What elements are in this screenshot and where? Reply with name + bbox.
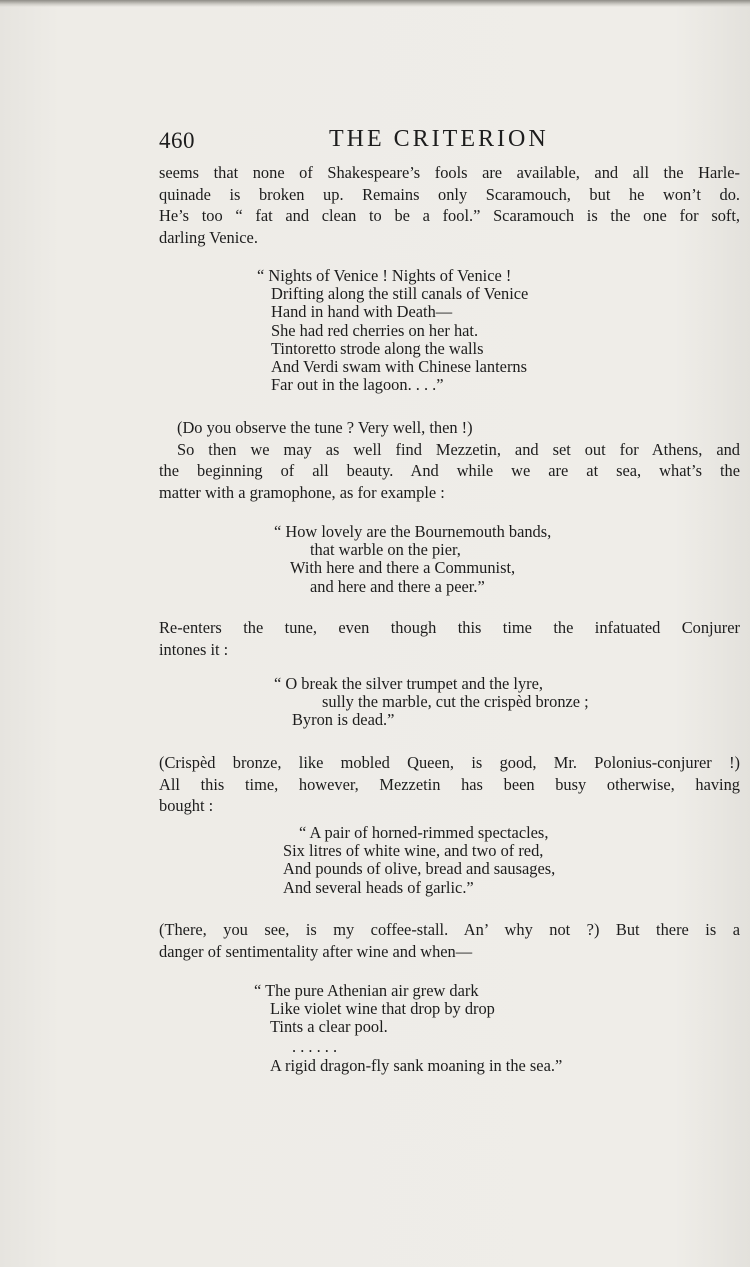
verse-ellipsis: . . . . . . — [292, 1036, 338, 1056]
verse-2 — [274, 523, 551, 596]
verse-line: that warble on the pier, — [310, 540, 461, 560]
verse-line: With here and there a Communist, — [290, 558, 516, 578]
verse-line: Hand in hand with Death— — [271, 302, 453, 322]
verse-5 — [254, 982, 562, 1075]
verse-line: And Verdi swam with Chinese lanterns — [271, 357, 527, 377]
text-line: the beginning of all beauty. And while we are at sea, what’s the — [159, 461, 740, 480]
verse-4 — [283, 823, 556, 897]
paragraph-3 — [159, 617, 740, 660]
text-line: bought : — [159, 796, 214, 815]
verse-line: And several heads of garlic.” — [283, 877, 474, 897]
verse-line: She had red cherries on her hat. — [271, 320, 479, 340]
page-top-edge — [0, 0, 750, 7]
text-line: seems that none of Shakespeare’s fools are available, and all the Harle- — [159, 163, 740, 182]
verse-line: Drifting along the still canals of Venice — [271, 284, 529, 304]
paragraph-2 — [159, 417, 740, 503]
text-line: quinade is broken up. Remains only Scaramouch, but he won’t do. — [159, 184, 740, 204]
verse-line: “ How lovely are the Bournemouth bands, — [274, 522, 552, 541]
paragraph-5 — [159, 919, 740, 962]
verse-1 — [257, 267, 528, 394]
verse-line: Tintoretto strode along the walls — [271, 338, 484, 358]
verse-line: and here and there a peer.” — [310, 576, 485, 596]
verse-line: “ A pair of horned-rimmed spectacles, — [299, 823, 549, 842]
running-title: THE CRITERION — [329, 126, 549, 152]
verse-line: Byron is dead.” — [292, 710, 395, 730]
verse-line: Tints a clear pool. — [270, 1017, 388, 1037]
verse-line: “ The pure Athenian air grew dark — [254, 981, 479, 1000]
text-line: (There, you see, is my coffee-stall. An’ why not ?) But there is a — [159, 920, 740, 939]
text-line: danger of sentimentality after wine and when— — [159, 941, 473, 961]
text-line: Re-enters the tune, even though this time the infatuated Conjurer — [159, 618, 740, 637]
verse-line: And pounds of olive, bread and sausages, — [283, 859, 556, 879]
running-header — [159, 126, 740, 160]
paragraph-4 — [159, 752, 740, 817]
verse-line: A rigid dragon-fly sank moaning in the sea.” — [270, 1055, 563, 1075]
verse-line: Far out in the lagoon. . . .” — [271, 375, 444, 395]
verse-line: Like violet wine that drop by drop — [270, 999, 495, 1019]
verse-line: sully the marble, cut the crispèd bronze ; — [322, 692, 589, 712]
text-line: All this time, however, Mezzetin has been busy otherwise, having — [159, 774, 740, 794]
text-line: He’s too “ fat and clean to be a fool.” Scaramouch is the one for soft, — [159, 206, 740, 225]
text-line: (Do you observe the tune ? Very well, then !) — [177, 418, 473, 437]
paragraph-1 — [159, 162, 740, 248]
verse-line: Six litres of white wine, and two of red, — [283, 841, 544, 861]
verse-line: “ Nights of Venice ! Nights of Venice ! — [257, 266, 512, 285]
page-number: 460 — [159, 128, 195, 153]
verse-line: “ O break the silver trumpet and the lyre, — [274, 674, 543, 693]
text-line: (Crispèd bronze, like mobled Queen, is good, Mr. Polonius-conjurer !) — [159, 753, 740, 772]
text-line: intones it : — [159, 639, 229, 659]
text-line: darling Venice. — [159, 227, 258, 247]
text-line: matter with a gramophone, as for example : — [159, 482, 445, 502]
verse-3 — [274, 675, 589, 730]
text-line: So then we may as well find Mezzetin, and set out for Athens, and — [177, 439, 740, 459]
